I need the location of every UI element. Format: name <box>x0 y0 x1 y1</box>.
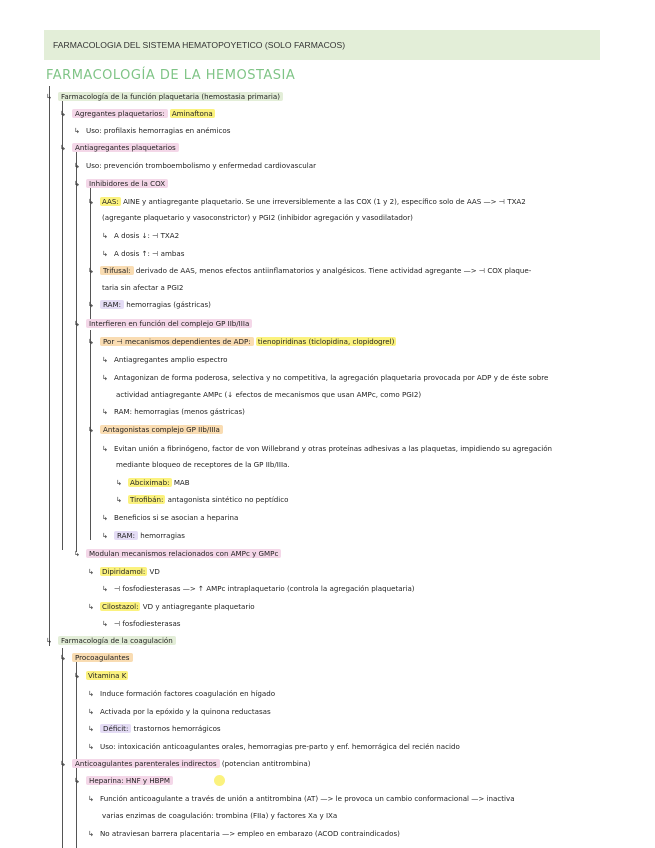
text-line: ↳ A dosis ↓: ⊣ TXA2 <box>102 231 180 240</box>
text-line: ↳ Cilostazol: VD y antiagregante plaquetario <box>88 602 255 611</box>
text-line: ↳ Procoagulantes <box>60 653 133 663</box>
text-line: actividad antiagregante AMPc (↓ efectos de mecanismos que usan AMPc, como PGI2) <box>116 390 422 399</box>
text-line: mediante bloqueo de receptores de la GP IIb/IIIa. <box>116 460 290 469</box>
text-line: ↳ Función anticoagulante a través de unión a antitrombina (AT) —> le provoca un cambio conformacional —> inactiva <box>88 794 515 803</box>
text-line: ↳ Induce formación factores coagulación en hígado <box>88 689 276 698</box>
text-line: ↳ Agregantes plaquetarios: Aminaftona <box>60 109 213 118</box>
text-line: ↳ Dipiridamol: VD <box>88 567 160 576</box>
text-line: ↳ A dosis ↑: ⊣ ambas <box>102 249 185 258</box>
tree-guide <box>62 648 63 848</box>
text-line: ↳ RAM: hemorragias (menos gástricas) <box>102 407 245 416</box>
text-line: ↳ Uso: prevención tromboembolismo y enfermedad cardiovascular <box>74 161 316 170</box>
section-title: FARMACOLOGÍA DE LA HEMOSTASIA <box>46 68 296 83</box>
text-line: ↳ Déficit: trastornos hemorrágicos <box>88 724 221 733</box>
document-banner: FARMACOLOGIA DEL SISTEMA HEMATOPOYETICO (SOLO FARMACOS) <box>44 30 600 60</box>
text-line: ↳ AAS: AINE y antiagregante plaquetario. Se une irreversiblemente a las COX (1 y 2), específico solo de AAS —> ⊣ TXA2 <box>88 197 526 206</box>
text-line: ↳ No atraviesan barrera placentaria —> empleo en embarazo (ACOD contraindicados) <box>88 829 400 838</box>
text-line: ↳ Abciximab: MAB <box>116 478 190 487</box>
text-line: ↳ Beneficios si se asocian a heparina <box>102 513 239 522</box>
text-line: ↳ Activada por la epóxido y la quinona reductasas <box>88 707 271 716</box>
text-line: taria sin afectar a PGI2 <box>102 283 184 292</box>
tree-guide <box>76 152 77 552</box>
text-line: ↳ Farmacología de la función plaquetaria (hemostasia primaria) <box>46 92 283 102</box>
text-line: ↳ Heparina: HNF y HBPM <box>74 776 173 786</box>
text-line: ↳ Por ⊣ mecanismos dependientes de ADP: tienopiridinas (ticlopidina, clopidogrel) <box>88 337 395 346</box>
text-line: ↳ Farmacología de la coagulación <box>46 636 176 646</box>
text-line: ↳ Trifusal: derivado de AAS, menos efectos antiinflamatorios y analgésicos. Tiene actividad agregante —> ⊣ COX plaque- <box>88 266 532 275</box>
tree-guide <box>76 662 77 848</box>
tree-guide <box>62 100 63 550</box>
text-line: ↳ Antiagregantes plaquetarios <box>60 143 179 153</box>
text-line: ↳ Inhibidores de la COX <box>74 179 168 189</box>
text-line: varias enzimas de coagulación: trombina (FIIa) y factores Xa y IXa <box>102 811 338 820</box>
tree-guide <box>49 86 50 646</box>
text-line: ↳ ⊣ fosfodiesterasas <box>102 619 181 628</box>
text-line: ↳ Antagonistas complejo GP IIb/IIIa <box>88 425 223 435</box>
text-line: ↳ RAM: hemorragias (gástricas) <box>88 300 211 309</box>
text-line: ↳ ⊣ fosfodiesterasas —> ↑ AMPc intraplaquetario (controla la agregación plaquetaria) <box>102 584 415 593</box>
tree-guide <box>90 330 91 540</box>
highlight-dot <box>214 775 225 786</box>
text-line: ↳ Vitamina K <box>74 671 127 680</box>
text-line: ↳ Evitan unión a fibrinógeno, factor de von Willebrand y otras proteínas adhesivas a las plaquetas, impidiendo su agregación <box>102 444 553 453</box>
text-line: ↳ Antagonizan de forma poderosa, selectiva y no competitiva, la agregación plaquetaria provocada por ADP y de éste sobre <box>102 373 549 382</box>
text-line: ↳ RAM: hemorragias <box>102 531 185 540</box>
text-line: ↳ Interfieren en función del complejo GP IIb/IIIa <box>74 319 252 329</box>
text-line: ↳ Antiagregantes amplio espectro <box>102 355 228 364</box>
text-line: ↳ Modulan mecanismos relacionados con AMPc y GMPc <box>74 549 281 559</box>
text-line: ↳ Uso: profilaxis hemorragias en anémicos <box>74 126 231 135</box>
text-line: ↳ Anticoagulantes parenterales indirectos (potencian antitrombina) <box>60 759 311 768</box>
text-line: ↳ Uso: intoxicación anticoagulantes orales, hemorragias pre-parto y enf. hemorrágica del recién nacido <box>88 742 460 751</box>
text-line: (agregante plaquetario y vasoconstrictor) y PGI2 (inhibidor agregación y vasodilatador) <box>102 213 413 222</box>
text-line: ↳ Tirofibán: antagonista sintético no peptídico <box>116 495 289 504</box>
